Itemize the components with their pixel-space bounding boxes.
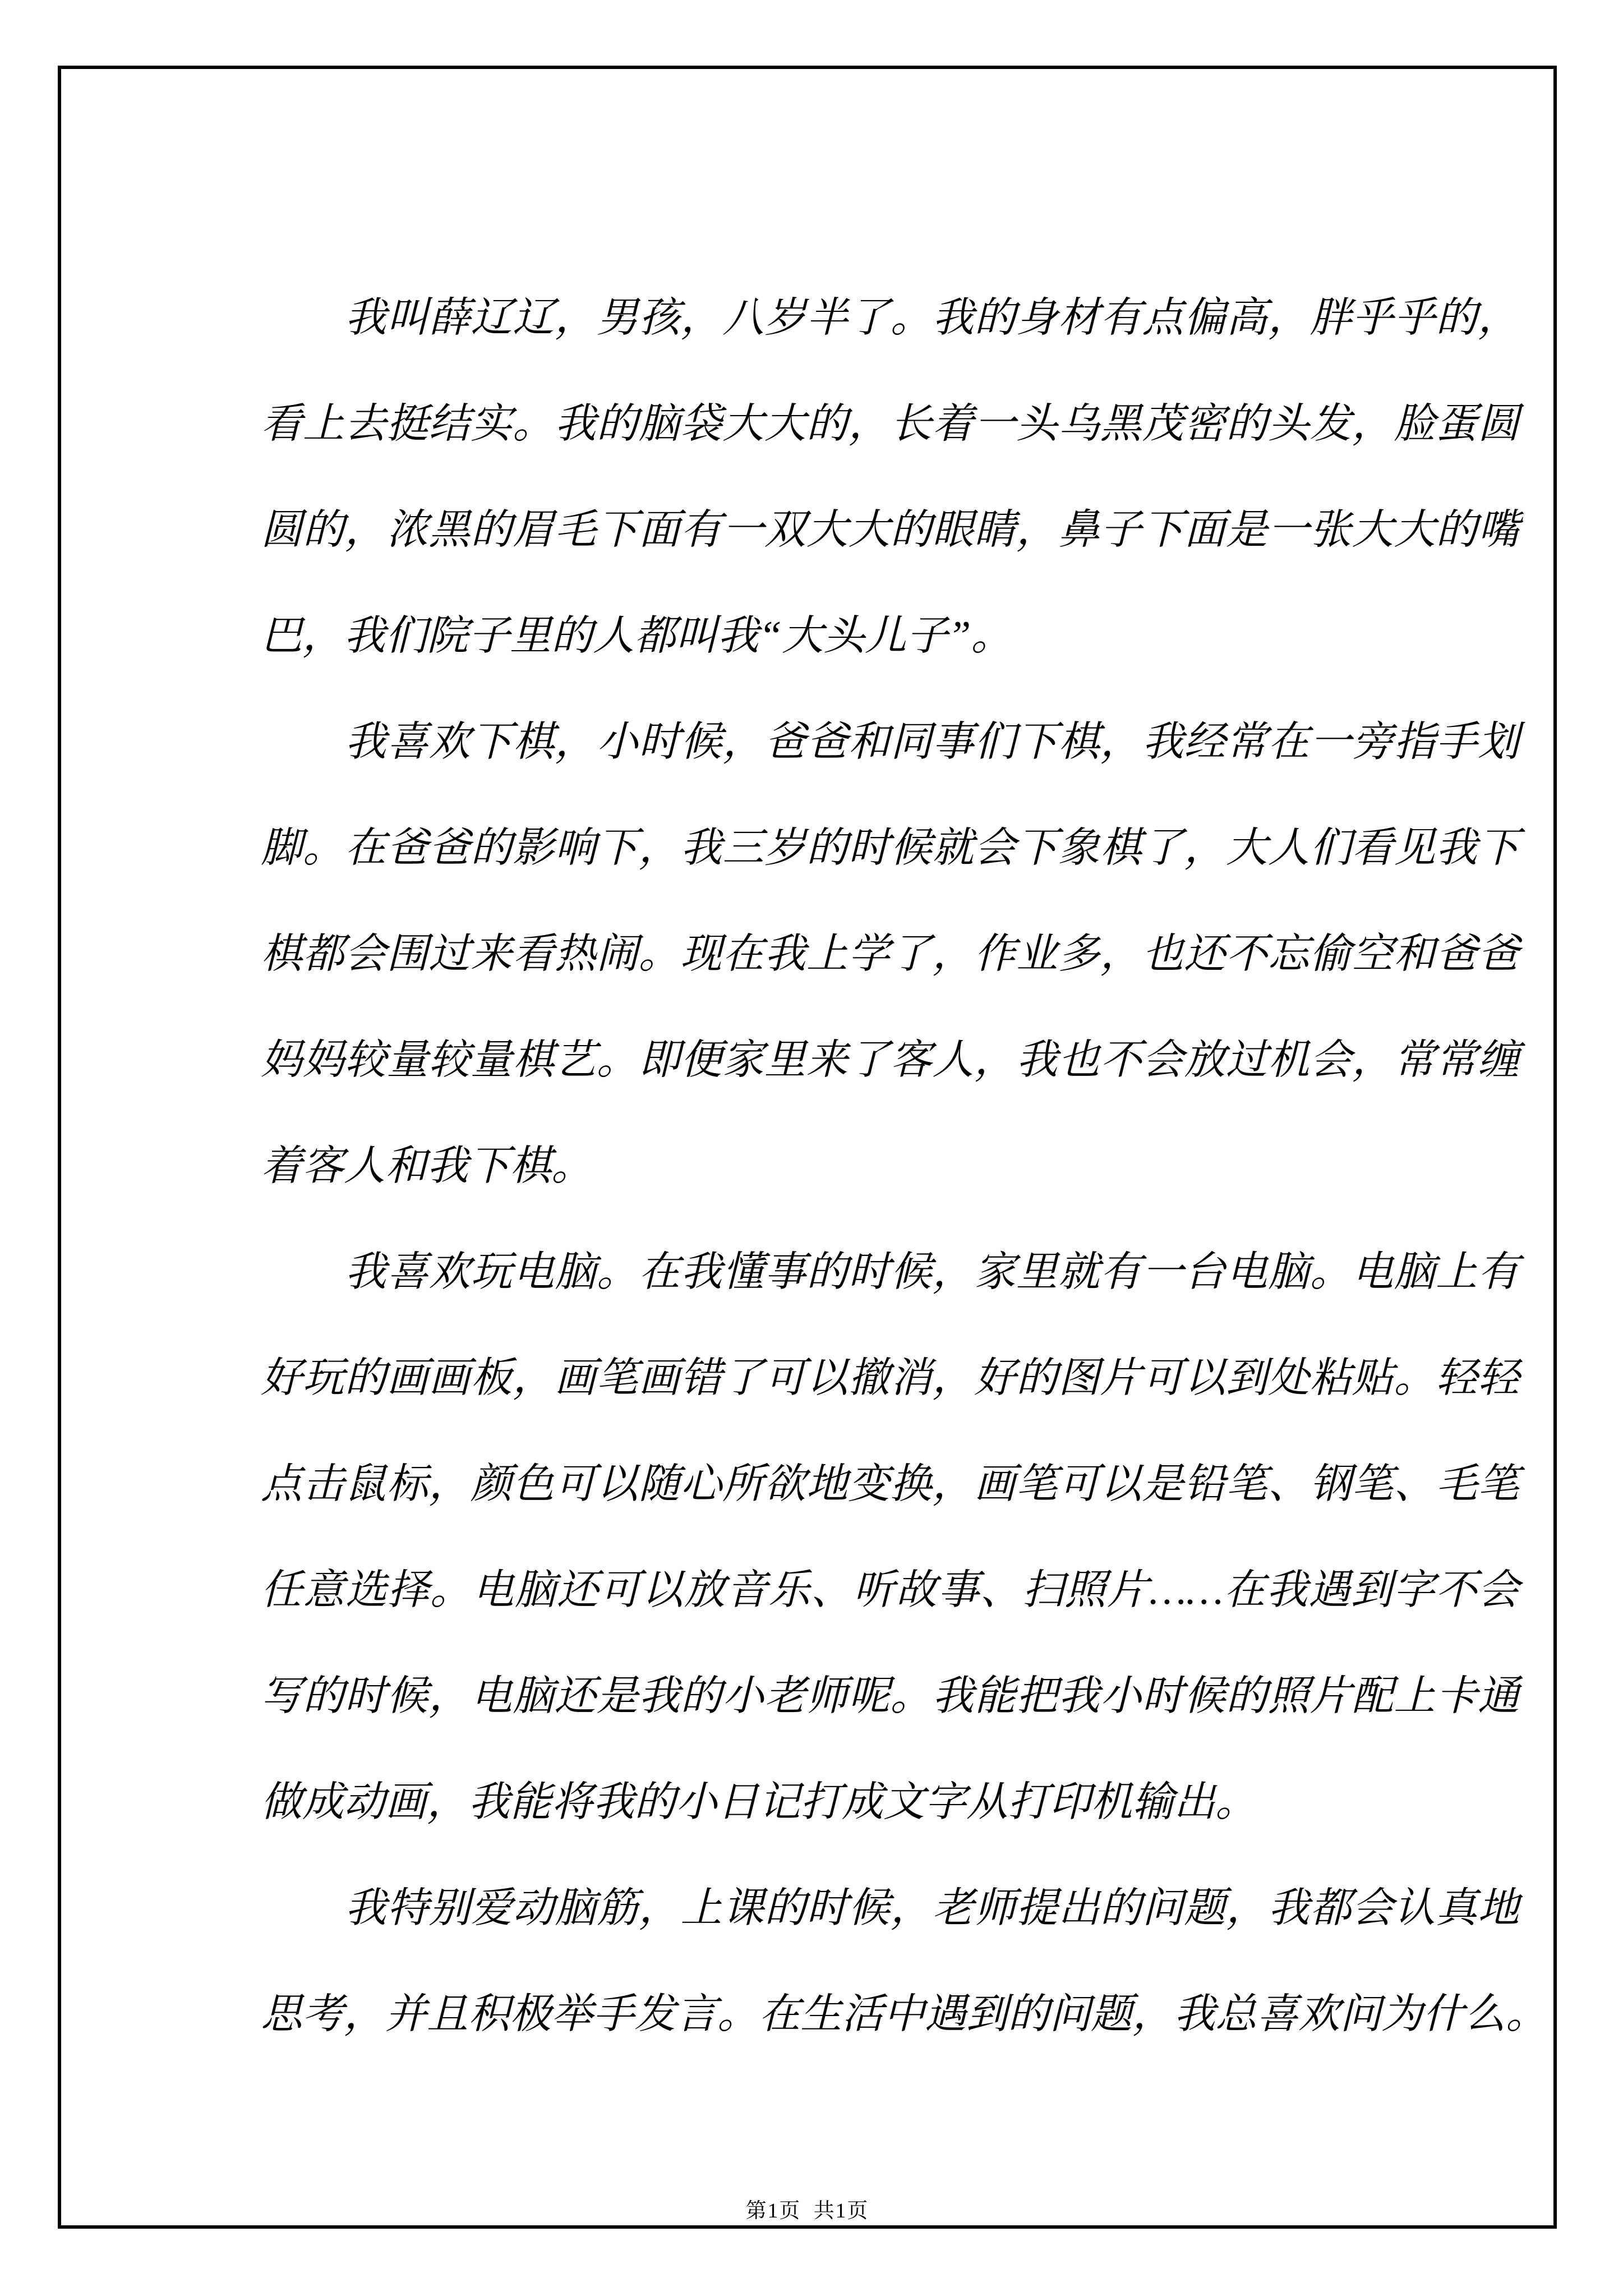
- text-line: 我特别爱动脑筋，上课的时候，老师提出的问题，我都会认真地: [345, 1885, 1519, 1931]
- text-line: 我喜欢下棋，小时候，爸爸和同事们下棋，我经常在一旁指手划: [345, 719, 1519, 765]
- paragraph: [261, 689, 1519, 1220]
- text-line: 任意选择。电脑还可以放音乐、听故事、扫照片……在我遇到字不会: [261, 1567, 1519, 1613]
- text-line: 思考，并且积极举手发言。在生活中遇到的问题，我总喜欢问为什么。: [261, 1991, 1547, 2037]
- text-line: 点击鼠标，颜色可以随心所欲地变换，画笔可以是铅笔、钢笔、毛笔: [261, 1461, 1519, 1507]
- page-footer: 第1页 共1页: [745, 2200, 869, 2223]
- text-line: 棋都会围过来看热闹。现在我上学了，作业多，也还不忘偷空和爸爸: [261, 931, 1519, 977]
- text-line: 着客人和我下棋。: [261, 1143, 593, 1189]
- text-line: 巴，我们院子里的人都叫我“大头儿子”。: [261, 613, 1013, 659]
- paragraph: [261, 265, 1519, 689]
- paragraph: [261, 1220, 1519, 1856]
- text-line: 做成动画，我能将我的小日记打成文字从打印机输出。: [261, 1779, 1257, 1825]
- text-line: 脚。在爸爸的影响下，我三岁的时候就会下象棋了，大人们看见我下: [261, 825, 1519, 871]
- text-line: 我叫薛辽辽，男孩，八岁半了。我的身材有点偏高，胖乎乎的，: [345, 295, 1519, 341]
- paragraph: [261, 1856, 1547, 2068]
- text-line: 看上去挺结实。我的脑袋大大的，长着一头乌黑茂密的头发，脸蛋圆: [261, 401, 1519, 447]
- text-line: 写的时候，电脑还是我的小老师呢。我能把我小时候的照片配上卡通: [261, 1673, 1519, 1719]
- text-line: 妈妈较量较量棋艺。即便家里来了客人，我也不会放过机会，常常缠: [261, 1037, 1519, 1083]
- text-line: 圆的，浓黑的眉毛下面有一双大大的眼睛，鼻子下面是一张大大的嘴: [261, 507, 1519, 553]
- page-border-frame: [58, 66, 1557, 2229]
- essay-text: [261, 265, 1547, 2068]
- text-line: 好玩的画画板，画笔画错了可以撤消，好的图片可以到处粘贴。轻轻: [261, 1355, 1519, 1401]
- text-line: 我喜欢玩电脑。在我懂事的时候，家里就有一台电脑。电脑上有: [345, 1249, 1519, 1295]
